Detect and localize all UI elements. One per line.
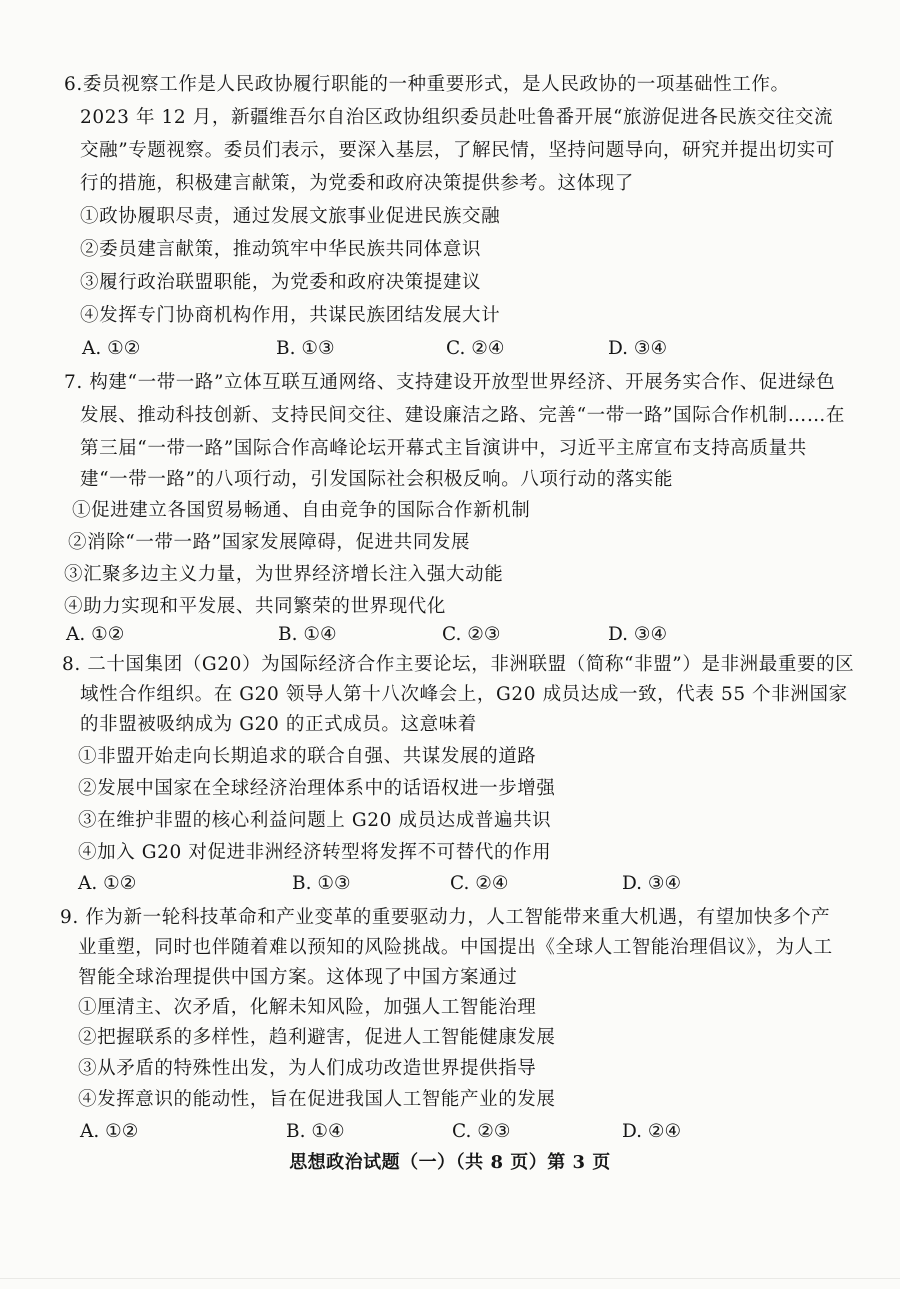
question-stem-line: 第三届“一带一路”国际合作高峰论坛开幕式主旨演讲中，习近平主席宣布支持高质量共 bbox=[80, 438, 807, 459]
question-stem-line: 9. 作为新一轮科技革命和产业变革的重要驱动力，人工智能带来重大机遇，有望加快多个产 bbox=[60, 907, 831, 928]
page-footer: 思想政治试题（一）（共 8 页）第 3 页 bbox=[289, 1152, 611, 1173]
option-c: C. ②④ bbox=[450, 873, 509, 894]
page-edge-divider bbox=[0, 1278, 900, 1279]
option-d: D. ③④ bbox=[608, 624, 668, 645]
option-b: B. ①④ bbox=[286, 1121, 345, 1142]
statement-item: ②把握联系的多样性，趋利避害，促进人工智能健康发展 bbox=[78, 1027, 556, 1048]
statement-item: ①非盟开始走向长期追求的联合自强、共谋发展的道路 bbox=[78, 746, 537, 767]
option-b: B. ①④ bbox=[278, 624, 337, 645]
question-stem-line: 发展、推动科技创新、支持民间交往、建设廉洁之路、完善“一带一路”国际合作机制……在 bbox=[80, 405, 846, 426]
question-stem-line: 的非盟被吸纳成为 G20 的正式成员。这意味着 bbox=[80, 714, 477, 735]
statement-item: ①厘清主、次矛盾，化解未知风险，加强人工智能治理 bbox=[78, 997, 537, 1018]
question-stem-line: 业重塑，同时也伴随着难以预知的风险挑战。中国提出《全球人工智能治理倡议》，为人工 bbox=[78, 937, 833, 958]
statement-item: ④发挥专门协商机构作用，共谋民族团结发展大计 bbox=[80, 305, 501, 326]
answer-options bbox=[0, 1119, 900, 1145]
option-b: B. ①③ bbox=[292, 873, 351, 894]
question-stem-line: 行的措施，积极建言献策，为党委和政府决策提供参考。这体现了 bbox=[80, 173, 634, 194]
option-a: A. ①② bbox=[78, 873, 137, 894]
statement-item: ③在维护非盟的核心利益问题上 G20 成员达成普遍共识 bbox=[78, 810, 552, 831]
question-stem-line: 6.委员视察工作是人民政协履行职能的一种重要形式，是人民政协的一项基础性工作。 bbox=[64, 74, 790, 95]
option-d: D. ②④ bbox=[622, 1121, 682, 1142]
question-stem-line: 交融”专题视察。委员们表示，要深入基层，了解民情，坚持问题导向，研究并提出切实可 bbox=[80, 140, 835, 161]
statement-item: ③履行政治联盟职能，为党委和政府决策提建议 bbox=[80, 272, 482, 293]
question-stem-line: 建“一带一路”的八项行动，引发国际社会积极反响。八项行动的落实能 bbox=[80, 469, 674, 490]
statement-item: ④发挥意识的能动性，旨在促进我国人工智能产业的发展 bbox=[78, 1089, 556, 1110]
answer-options bbox=[0, 622, 900, 648]
statement-item: ②发展中国家在全球经济治理体系中的话语权进一步增强 bbox=[78, 778, 556, 799]
option-c: C. ②④ bbox=[446, 338, 505, 359]
question-stem-line: 7. 构建“一带一路”立体互联互通网络、支持建设开放型世界经济、开展务实合作、促进绿色 bbox=[64, 372, 836, 393]
statement-item: ①政协履职尽责，通过发展文旅事业促进民族交融 bbox=[80, 206, 501, 227]
option-c: C. ②③ bbox=[452, 1121, 511, 1142]
option-c: C. ②③ bbox=[442, 624, 501, 645]
option-a: A. ①② bbox=[82, 338, 141, 359]
answer-options bbox=[0, 871, 900, 897]
question-stem-line: 8. 二十国集团（G20）为国际经济合作主要论坛，非洲联盟（简称“非盟”）是非洲最重要的区 bbox=[62, 654, 855, 675]
statement-item: ④助力实现和平发展、共同繁荣的世界现代化 bbox=[64, 596, 447, 617]
answer-options bbox=[0, 336, 900, 362]
question-stem-line: 域性合作组织。在 G20 领导人第十八次峰会上，G20 成员达成一致，代表 55 个非洲国家 bbox=[80, 684, 848, 705]
statement-item: ②委员建言献策，推动筑牢中华民族共同体意识 bbox=[80, 239, 482, 260]
statement-item: ④加入 G20 对促进非洲经济转型将发挥不可替代的作用 bbox=[78, 842, 552, 863]
option-b: B. ①③ bbox=[276, 338, 335, 359]
statement-item: ③从矛盾的特殊性出发，为人们成功改造世界提供指导 bbox=[78, 1058, 537, 1079]
option-a: A. ①② bbox=[66, 624, 125, 645]
question-stem-line: 2023 年 12 月，新疆维吾尔自治区政协组织委员赴吐鲁番开展“旅游促进各民族交往交流 bbox=[80, 107, 834, 128]
statement-item: ①促进建立各国贸易畅通、自由竞争的国际合作新机制 bbox=[72, 500, 531, 521]
statement-item: ②消除“一带一路”国家发展障碍，促进共同发展 bbox=[68, 532, 471, 553]
statement-item: ③汇聚多边主义力量，为世界经济增长注入强大动能 bbox=[64, 564, 504, 585]
question-stem-line: 智能全球治理提供中国方案。这体现了中国方案通过 bbox=[78, 967, 518, 988]
option-a: A. ①② bbox=[80, 1121, 139, 1142]
option-d: D. ③④ bbox=[608, 338, 668, 359]
option-d: D. ③④ bbox=[622, 873, 682, 894]
